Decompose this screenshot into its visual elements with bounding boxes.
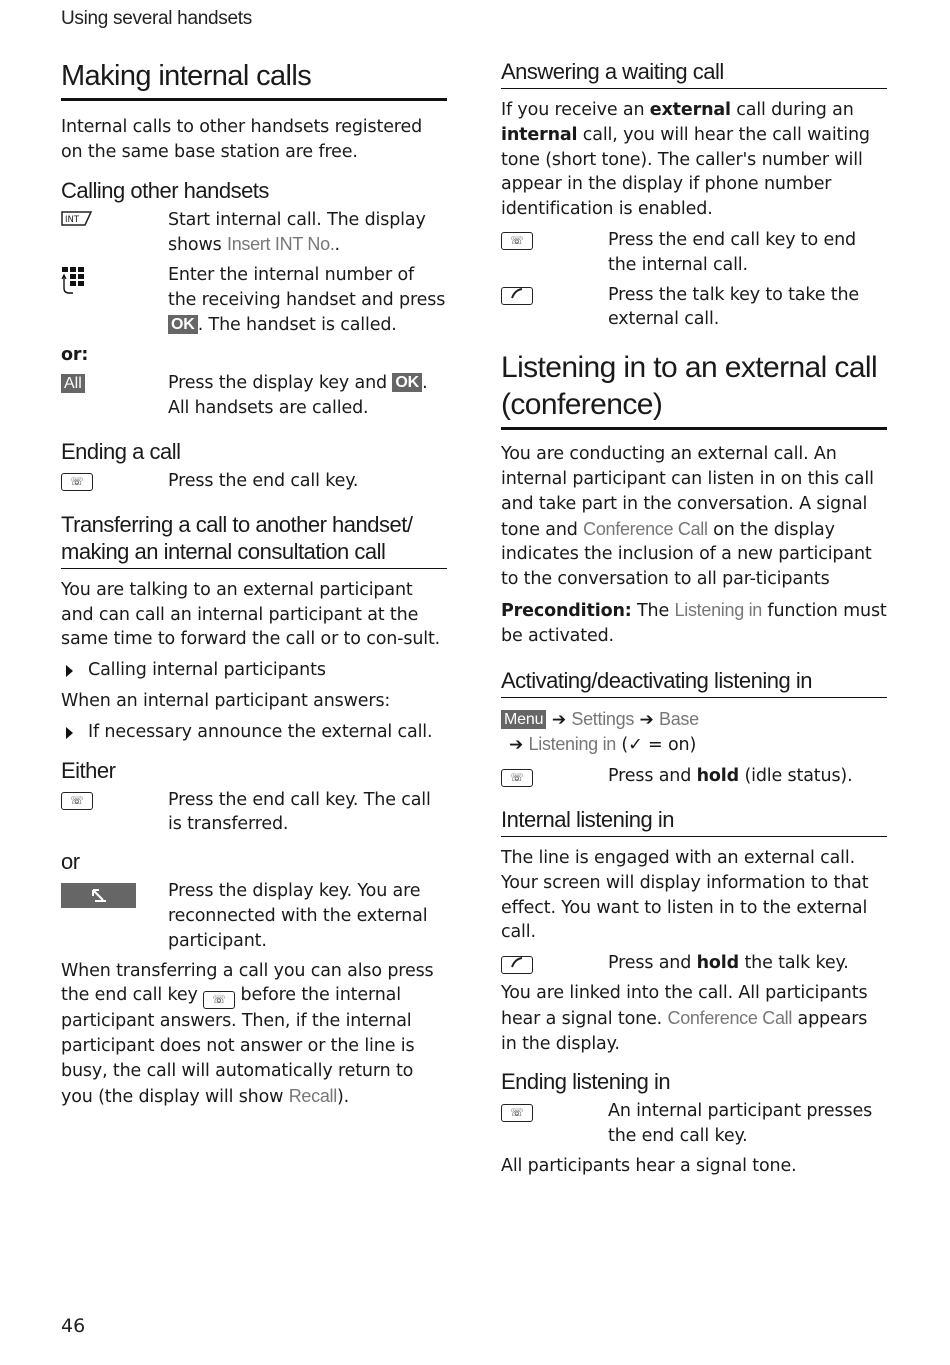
step-all-text-end: . All handsets are called. (168, 373, 428, 419)
waiting-end-text: Press the end call key to end the internal call. (608, 229, 857, 275)
waiting-talk-text: Press the talk key to take the external call. (608, 284, 860, 330)
listening-title-line1: Listening in to an external call (501, 351, 878, 385)
waiting-text-a: If you receive an (501, 100, 650, 120)
end-call-key-icon: ☏ (61, 473, 93, 491)
hold-bold: hold (696, 766, 740, 787)
list-item-announce: If necessary announce the external call. (61, 720, 447, 745)
display-conference-call: Conference Call (583, 518, 708, 539)
step-hold-talk-key (501, 951, 887, 976)
section-title-making-internal-calls: Making internal calls (61, 58, 447, 101)
running-title: Using several handsets (61, 8, 252, 29)
precondition-paragraph (501, 598, 887, 649)
end-call-key-icon: ☏ (501, 769, 533, 787)
step-take-external (501, 283, 887, 333)
talk-key-icon (501, 956, 533, 974)
display-conference-call-2: Conference Call (667, 1007, 793, 1028)
display-recall: Recall (288, 1085, 337, 1106)
waiting-internal: internal (501, 124, 578, 145)
return-arrow-icon (90, 887, 108, 903)
menu-path (501, 707, 887, 733)
svg-text:INT: INT (65, 214, 80, 225)
menu-item-listening-in[interactable]: Listening in (528, 734, 616, 755)
step-keypad-text: Enter the internal number of the receiving handset and press (168, 265, 446, 310)
or-label: or: (61, 344, 89, 365)
step-transfer-end-key (61, 788, 447, 838)
arrow-icon: ➔ (639, 709, 654, 730)
when-answers-text: When an internal participant answers: (61, 690, 391, 711)
waiting-external: external (649, 100, 731, 120)
heading-internal-listening: Internal listening in (501, 806, 887, 837)
step-enter-number (61, 263, 447, 337)
step-end-internal (501, 228, 887, 278)
step-all-text: Press the display key and (168, 373, 393, 394)
menu-item-settings[interactable]: Settings (571, 708, 635, 729)
step-call-all (61, 371, 447, 421)
hold-text-a: Press and (608, 766, 697, 787)
menu-path-line2 (501, 732, 887, 758)
linked-paragraph (501, 981, 887, 1056)
transfer-intro: You are talking to an external participant and can call an internal participant at the same time to forward the call or to con-sult. (61, 579, 441, 650)
left-column (61, 58, 447, 1116)
step-internal-presses-end (501, 1099, 887, 1149)
transfer-steps (61, 658, 447, 683)
announce-steps (61, 720, 447, 745)
menu-on-close: = on) (642, 735, 697, 756)
section-title-listening-in (501, 349, 887, 430)
linked-text-a: You are linked into the call. All participants hear a signal tone. (501, 982, 868, 1029)
waiting-paragraph (501, 98, 887, 222)
heading-answering-waiting-call: Answering a waiting call (501, 58, 887, 89)
return-call-softkey[interactable] (61, 883, 136, 908)
menu-item-base[interactable]: Base (658, 708, 699, 729)
heading-activating: Activating/deactivating listening in (501, 667, 887, 698)
end-call-text: Press the end call key. (168, 470, 359, 491)
step-hold-end-key (501, 764, 887, 789)
checkmark-icon: ✓ (628, 735, 643, 756)
arrow-icon: ➔ (509, 735, 524, 756)
either-text: Press the end call key. The call is transferred. (168, 789, 431, 835)
final-paragraph: All participants hear a signal tone. (501, 1155, 797, 1176)
end-call-key-icon: ☏ (501, 232, 533, 250)
intro-paragraph: Internal calls to other handsets registered on the same base station are free. (61, 117, 423, 162)
keypad-icon (61, 266, 89, 296)
heading-transferring-line1: Transferring a call to another handset/ (61, 511, 413, 537)
end-call-key-icon: ☏ (501, 1104, 533, 1122)
heading-ending-a-call: Ending a call (61, 438, 181, 464)
step-int-end: . (334, 235, 340, 256)
conference-paragraph (501, 442, 887, 592)
step-int-text: Start internal call. The display shows (168, 209, 426, 256)
conf-text-a: You are conducting an external call. An internal participant can listen in on this call and take part in the conversation. A signal tone and (501, 444, 874, 540)
display-insert-int: Insert INT No. (227, 234, 335, 255)
heading-or: or (61, 849, 80, 875)
hold-text-c: (idle status). (739, 766, 853, 787)
waiting-text-b: call during an (730, 100, 854, 120)
all-softkey[interactable]: All (61, 374, 85, 393)
reconnect-text: Press the display key. You are reconnected with the external participant. (168, 881, 428, 951)
precondition-text-a: The (631, 600, 675, 621)
right-column (501, 58, 887, 1185)
int-key-icon (61, 211, 93, 227)
linked-text-b: appears in the display. (501, 1008, 868, 1054)
step-end-call (61, 469, 447, 494)
end-call-key-icon: ☏ (61, 792, 93, 810)
listening-title-line2: (conference) (501, 388, 663, 422)
precondition-text-b: function must be activated. (501, 600, 887, 646)
heading-either: Either (61, 757, 116, 783)
closing-text-b: before the internal participant answers. Then, if the internal participant does not answer or the line is busy, the call will automatically return to you (the display will show (61, 985, 415, 1107)
display-listening-in: Listening in (674, 599, 763, 620)
step-reconnect (61, 879, 447, 953)
closing-text-c: ). (336, 1086, 350, 1107)
arrow-icon: ➔ (551, 709, 566, 730)
heading-ending-listening: Ending listening in (501, 1069, 671, 1095)
talk-hold-text-c: the talk key. (739, 953, 849, 974)
talk-hold-text-a: Press and (608, 953, 697, 974)
internal-paragraph: The line is engaged with an external call. Your screen will display information to that effect. You want to listen in to the external call. (501, 847, 869, 943)
precondition-label: Precondition: (501, 600, 632, 621)
ending-listen-text: An internal participant presses the end call key. (608, 1101, 873, 1147)
step-start-internal-call (61, 208, 447, 259)
heading-transferring-line2: making an internal consultation call (61, 538, 386, 564)
step-keypad-text-end: . The handset is called. (197, 314, 397, 335)
ok-softkey-2[interactable]: OK (392, 373, 422, 392)
end-call-key-icon: ☏ (203, 991, 235, 1009)
ok-softkey[interactable]: OK (168, 315, 198, 334)
heading-transferring (61, 511, 447, 569)
conf-text-b: on the display indicates the inclusion of a new participant to the conversation to all par-ticipants (501, 519, 872, 590)
closing-text-a: When transferring a call you can also press the end call key (61, 960, 434, 1006)
closing-paragraph (61, 959, 447, 1110)
page-number: 46 (61, 1315, 86, 1337)
menu-on-open: ( (616, 735, 629, 756)
waiting-text-c: call, you will hear the call waiting tone (short tone). The caller's number will appear in the display if phone number identification is enabled. (501, 124, 870, 220)
menu-softkey[interactable]: Menu (501, 710, 546, 729)
talk-key-icon (501, 287, 533, 305)
list-item-calling-internal: Calling internal participants (61, 658, 447, 683)
talk-hold-bold: hold (696, 953, 740, 974)
heading-calling-other-handsets: Calling other handsets (61, 177, 269, 203)
